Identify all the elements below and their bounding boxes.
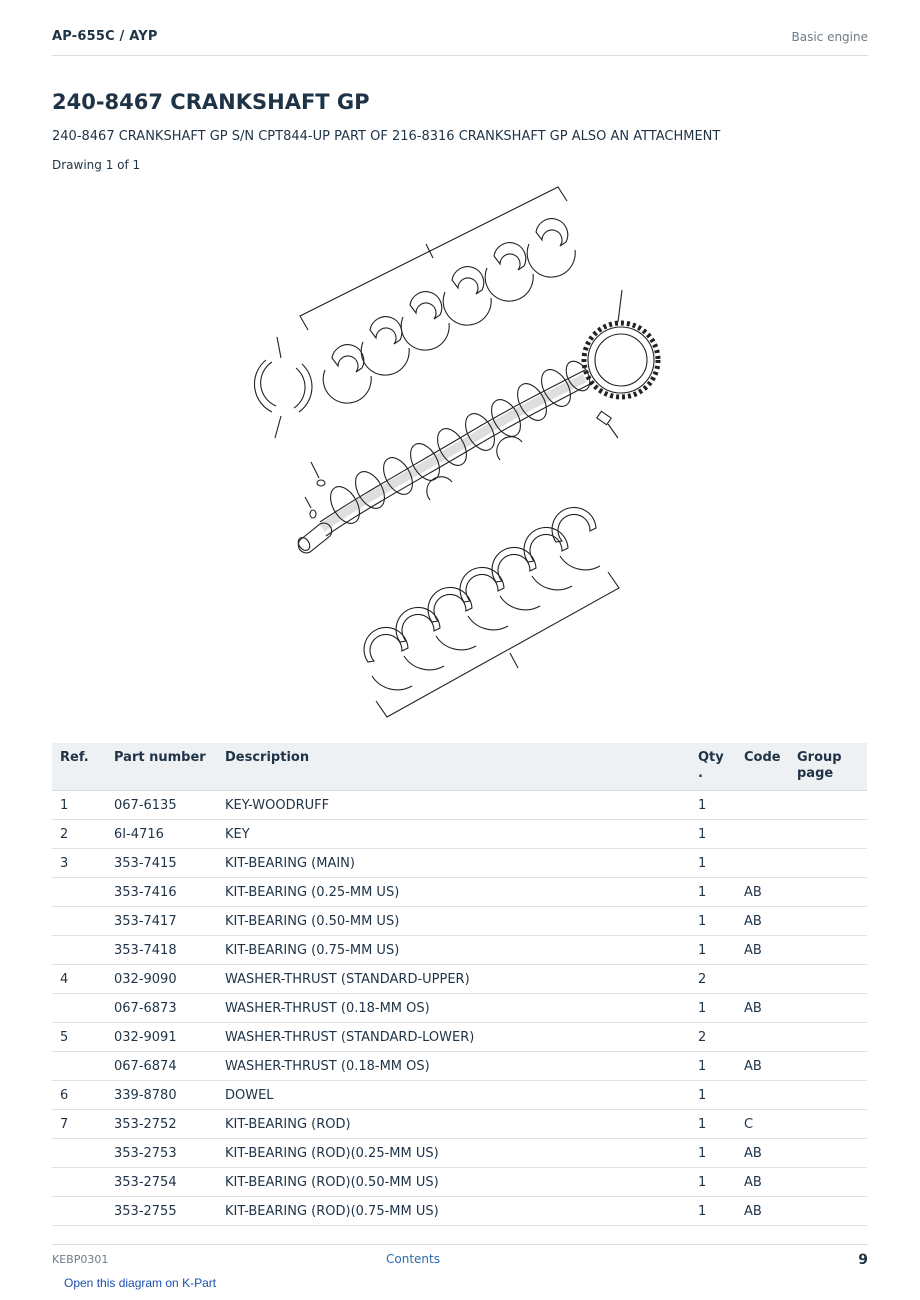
upper-bearing-callout bbox=[426, 244, 433, 258]
col-code: Code bbox=[744, 743, 797, 791]
section-label: Basic engine bbox=[791, 30, 868, 44]
cell-qty: 1 bbox=[698, 1168, 744, 1197]
cell-ref bbox=[52, 1139, 114, 1168]
cell-group-page bbox=[797, 878, 867, 907]
cell-description: KEY-WOODRUFF bbox=[225, 791, 698, 820]
cell-description: KIT-BEARING (ROD)(0.25-MM US) bbox=[225, 1139, 698, 1168]
cell-code bbox=[744, 1081, 797, 1110]
cell-part-number: 353-2752 bbox=[114, 1110, 225, 1139]
cell-qty: 1 bbox=[698, 907, 744, 936]
upper-bearing-shells bbox=[323, 219, 575, 403]
cell-ref: 2 bbox=[52, 820, 114, 849]
cell-qty: 1 bbox=[698, 1052, 744, 1081]
cell-part-number: 353-2754 bbox=[114, 1168, 225, 1197]
cell-code: C bbox=[744, 1110, 797, 1139]
cell-description: KEY bbox=[225, 820, 698, 849]
cell-part-number: 032-9091 bbox=[114, 1023, 225, 1052]
table-row bbox=[52, 907, 867, 936]
cell-ref: 3 bbox=[52, 849, 114, 878]
open-kpart-link[interactable]: Open this diagram on K-Part bbox=[64, 1276, 217, 1290]
cell-code: AB bbox=[744, 994, 797, 1023]
cell-qty: 1 bbox=[698, 878, 744, 907]
cell-ref: 5 bbox=[52, 1023, 114, 1052]
cell-description: WASHER-THRUST (0.18-MM OS) bbox=[225, 1052, 698, 1081]
cell-qty: 1 bbox=[698, 1139, 744, 1168]
cell-ref: 4 bbox=[52, 965, 114, 994]
parts-table bbox=[52, 743, 867, 1226]
cell-ref: 7 bbox=[52, 1110, 114, 1139]
cell-part-number: 6I-4716 bbox=[114, 820, 225, 849]
upper-bearing-bracket bbox=[300, 187, 567, 330]
cell-description: WASHER-THRUST (0.18-MM OS) bbox=[225, 994, 698, 1023]
page-title: 240-8467 CRANKSHAFT GP bbox=[52, 90, 370, 114]
cell-qty: 1 bbox=[698, 1110, 744, 1139]
table-row bbox=[52, 1139, 867, 1168]
drawing-count: Drawing 1 of 1 bbox=[52, 158, 141, 172]
lower-bearing-bracket bbox=[376, 572, 619, 717]
cell-part-number: 353-7415 bbox=[114, 849, 225, 878]
cell-qty: 1 bbox=[698, 849, 744, 878]
table-row bbox=[52, 936, 867, 965]
cell-part-number: 067-6135 bbox=[114, 791, 225, 820]
page-header bbox=[52, 28, 868, 56]
cell-group-page bbox=[797, 936, 867, 965]
cell-part-number: 032-9090 bbox=[114, 965, 225, 994]
cell-group-page bbox=[797, 820, 867, 849]
table-row bbox=[52, 1110, 867, 1139]
cell-part-number: 339-8780 bbox=[114, 1081, 225, 1110]
table-row bbox=[52, 1023, 867, 1052]
contents-link[interactable]: Contents bbox=[386, 1252, 440, 1266]
cell-qty: 2 bbox=[698, 1023, 744, 1052]
table-row bbox=[52, 878, 867, 907]
table-row bbox=[52, 1081, 867, 1110]
col-group-page: Group page bbox=[797, 743, 867, 791]
dowel bbox=[597, 411, 618, 438]
cell-group-page bbox=[797, 1197, 867, 1226]
cell-code: AB bbox=[744, 1197, 797, 1226]
lower-bearing-callout bbox=[510, 653, 518, 668]
cell-description: KIT-BEARING (ROD) bbox=[225, 1110, 698, 1139]
cell-ref bbox=[52, 1197, 114, 1226]
table-row bbox=[52, 1197, 867, 1226]
cell-group-page bbox=[797, 994, 867, 1023]
cell-group-page bbox=[797, 849, 867, 878]
cell-ref bbox=[52, 994, 114, 1023]
model-label: AP-655C / AYP bbox=[52, 29, 158, 44]
cell-code bbox=[744, 965, 797, 994]
table-row bbox=[52, 849, 867, 878]
cell-code bbox=[744, 791, 797, 820]
cell-code bbox=[744, 820, 797, 849]
cell-description: DOWEL bbox=[225, 1081, 698, 1110]
cell-group-page bbox=[797, 965, 867, 994]
cell-group-page bbox=[797, 1052, 867, 1081]
cell-description: KIT-BEARING (0.25-MM US) bbox=[225, 878, 698, 907]
cell-description: KIT-BEARING (ROD)(0.50-MM US) bbox=[225, 1168, 698, 1197]
cell-group-page bbox=[797, 1081, 867, 1110]
timing-gear bbox=[584, 290, 658, 397]
cell-qty: 1 bbox=[698, 936, 744, 965]
page-subtitle: 240-8467 CRANKSHAFT GP S/N CPT844-UP PART OF 216-8316 CRANKSHAFT GP ALSO AN ATTACHMENT bbox=[52, 129, 721, 144]
cell-description: KIT-BEARING (MAIN) bbox=[225, 849, 698, 878]
cell-code: AB bbox=[744, 1052, 797, 1081]
cell-group-page bbox=[797, 1168, 867, 1197]
doc-code: KEBP0301 bbox=[52, 1253, 109, 1266]
cell-qty: 1 bbox=[698, 1197, 744, 1226]
footer-divider bbox=[52, 1244, 868, 1245]
cell-ref: 1 bbox=[52, 791, 114, 820]
cell-ref: 6 bbox=[52, 1081, 114, 1110]
table-row bbox=[52, 791, 867, 820]
crankshaft bbox=[296, 357, 595, 553]
cell-qty: 1 bbox=[698, 994, 744, 1023]
cell-ref bbox=[52, 1052, 114, 1081]
lower-bearing-shells bbox=[364, 507, 600, 689]
cell-code: AB bbox=[744, 936, 797, 965]
cell-part-number: 067-6874 bbox=[114, 1052, 225, 1081]
cell-code: AB bbox=[744, 1168, 797, 1197]
thrust-washers bbox=[255, 337, 312, 438]
col-ref: Ref. bbox=[52, 743, 114, 791]
cell-ref bbox=[52, 1168, 114, 1197]
crankshaft-exploded-diagram bbox=[240, 178, 680, 728]
cell-description: WASHER-THRUST (STANDARD-UPPER) bbox=[225, 965, 698, 994]
cell-description: WASHER-THRUST (STANDARD-LOWER) bbox=[225, 1023, 698, 1052]
cell-description: KIT-BEARING (ROD)(0.75-MM US) bbox=[225, 1197, 698, 1226]
cell-group-page bbox=[797, 1023, 867, 1052]
cell-code: AB bbox=[744, 1139, 797, 1168]
page-number: 9 bbox=[858, 1252, 868, 1268]
keys bbox=[305, 462, 325, 518]
cell-ref bbox=[52, 878, 114, 907]
cell-description: KIT-BEARING (0.50-MM US) bbox=[225, 907, 698, 936]
cell-qty: 1 bbox=[698, 820, 744, 849]
cell-code: AB bbox=[744, 878, 797, 907]
cell-qty: 1 bbox=[698, 791, 744, 820]
cell-group-page bbox=[797, 907, 867, 936]
table-row bbox=[52, 820, 867, 849]
cell-part-number: 353-7417 bbox=[114, 907, 225, 936]
cell-description: KIT-BEARING (0.75-MM US) bbox=[225, 936, 698, 965]
cell-code bbox=[744, 1023, 797, 1052]
cell-part-number: 067-6873 bbox=[114, 994, 225, 1023]
col-part-number: Part number bbox=[114, 743, 225, 791]
table-row bbox=[52, 965, 867, 994]
table-row bbox=[52, 1168, 867, 1197]
cell-group-page bbox=[797, 1139, 867, 1168]
cell-code bbox=[744, 849, 797, 878]
cell-ref bbox=[52, 907, 114, 936]
cell-ref bbox=[52, 936, 114, 965]
table-row bbox=[52, 1052, 867, 1081]
cell-group-page bbox=[797, 791, 867, 820]
cell-part-number: 353-7416 bbox=[114, 878, 225, 907]
cell-qty: 2 bbox=[698, 965, 744, 994]
col-qty: Qty . bbox=[698, 743, 744, 791]
cell-qty: 1 bbox=[698, 1081, 744, 1110]
cell-part-number: 353-7418 bbox=[114, 936, 225, 965]
table-row bbox=[52, 994, 867, 1023]
col-description: Description bbox=[225, 743, 698, 791]
table-header-row bbox=[52, 743, 867, 791]
cell-part-number: 353-2755 bbox=[114, 1197, 225, 1226]
cell-part-number: 353-2753 bbox=[114, 1139, 225, 1168]
cell-group-page bbox=[797, 1110, 867, 1139]
cell-code: AB bbox=[744, 907, 797, 936]
